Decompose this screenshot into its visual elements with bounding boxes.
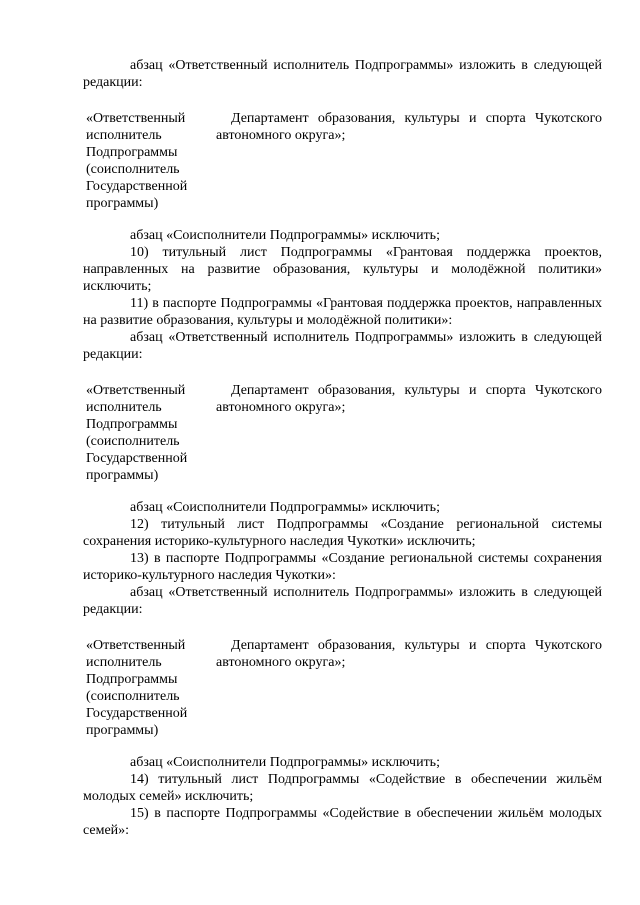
paragraph-co-executors-3: абзац «Соисполнители Подпрограммы» исключить; (130, 755, 440, 770)
paragraph-item-15: 15) в паспорте Подпрограммы «Содействие в обеспечении жильём молодых семей»: (83, 806, 602, 838)
paragraph-responsible-executor-2: абзац «Ответственный исполнитель Подпрограммы» изложить в следующей редакции: (83, 330, 602, 362)
passport-row-label: «Ответственный исполнитель Подпрограммы (соисполнитель Государственной программы) (86, 383, 188, 483)
passport-row-1 (86, 110, 602, 212)
paragraph-item-13: 13) в паспорте Подпрограммы «Создание региональной системы сохранения историко-культурного наследия Чукотки»: (83, 551, 602, 583)
passport-row-value: Департамент образования, культуры и спорта Чукотского автономного округа»; (216, 111, 602, 143)
passport-row-label: «Ответственный исполнитель Подпрограммы (соисполнитель Государственной программы) (86, 111, 188, 211)
paragraph-co-executors-2: абзац «Соисполнители Подпрограммы» исключить; (130, 500, 440, 515)
passport-row-2 (86, 382, 602, 484)
passport-row-value: Департамент образования, культуры и спорта Чукотского автономного округа»; (216, 383, 602, 415)
paragraph-item-12: 12) титульный лист Подпрограммы «Создание региональной системы сохранения историко-культурного наследия Чукотки» исключить; (83, 517, 602, 549)
paragraph-item-10: 10) титульный лист Подпрограммы «Грантовая поддержка проектов, направленных на развитие образования, культуры и молодёжной политики» исключить; (83, 245, 602, 294)
paragraph-item-11: 11) в паспорте Подпрограммы «Грантовая поддержка проектов, направленных на развитие образования, культуры и молодёжной политики»: (83, 296, 602, 328)
paragraph-item-14: 14) титульный лист Подпрограммы «Содействие в обеспечении жильём молодых семей» исключить; (83, 772, 602, 804)
passport-row-3 (86, 637, 602, 739)
passport-row-label: «Ответственный исполнитель Подпрограммы (соисполнитель Государственной программы) (86, 638, 188, 738)
paragraph-responsible-executor-3: абзац «Ответственный исполнитель Подпрограммы» изложить в следующей редакции: (83, 585, 602, 617)
paragraph-responsible-executor-1: абзац «Ответственный исполнитель Подпрограммы» изложить в следующей редакции: (83, 58, 602, 90)
paragraph-co-executors-1: абзац «Соисполнители Подпрограммы» исключить; (130, 228, 440, 243)
passport-row-value: Департамент образования, культуры и спорта Чукотского автономного округа»; (216, 638, 602, 670)
